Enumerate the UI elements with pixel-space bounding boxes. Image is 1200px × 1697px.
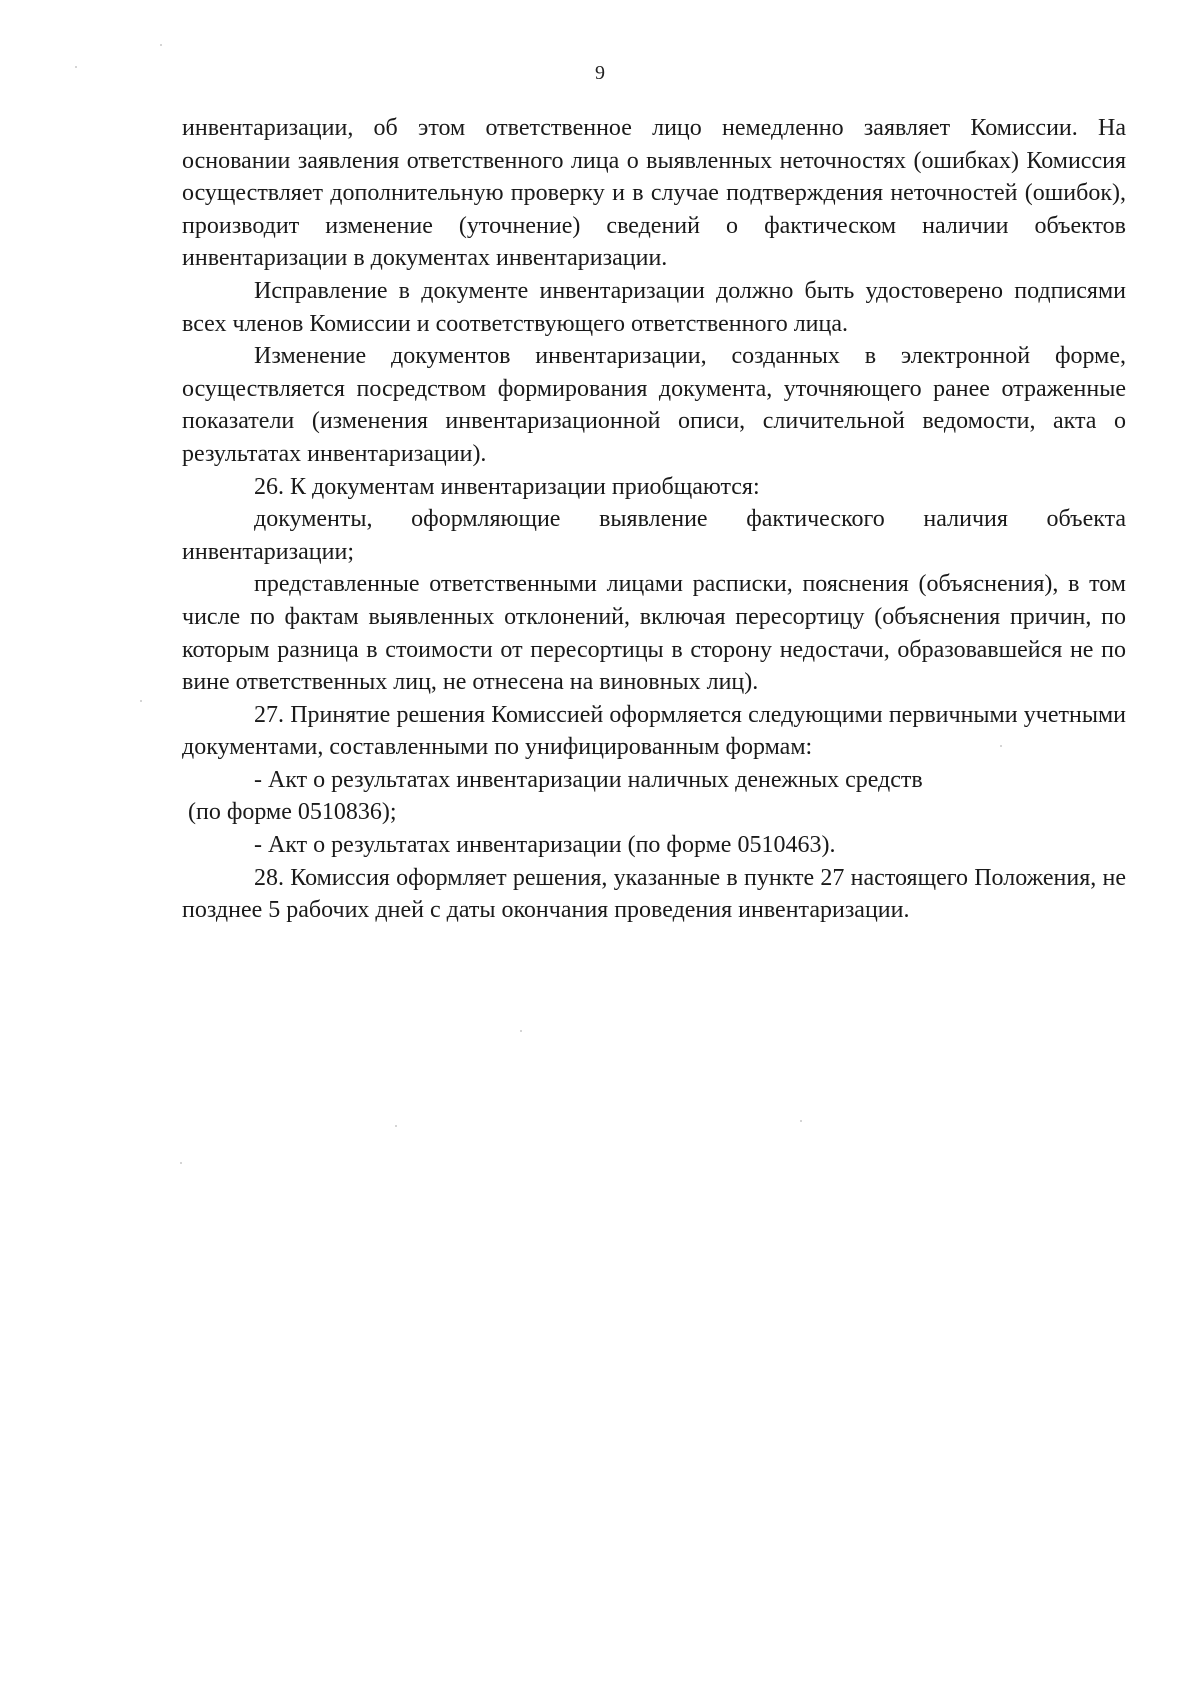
page-number: 9 — [595, 62, 605, 84]
scan-speck — [75, 66, 77, 68]
paragraph-item-26-documents: документы, оформляющие выявление фактического наличия объекта инвентаризации; — [182, 506, 1126, 565]
scan-speck — [160, 44, 162, 46]
paragraph-item-26-receipts: представленные ответственными лицами расписки, пояснения (объяснения), в том числе по фактам выявленных отклонений, включая пересортицу (объяснения причин, по которым разница в стоимости от пересортицы в сторону недостачи, образовавшейся не по вине ответственных лиц, не отнесена на виновных лиц). — [182, 571, 1126, 696]
list-item-act-results: - Акт о результатах инвентаризации (по форме 0510463). — [254, 832, 836, 859]
scan-speck — [140, 700, 142, 702]
document-body — [182, 112, 1126, 927]
paragraph-continuation: инвентаризации, об этом ответственное лицо немедленно заявляет Комиссии. На основании заявления ответственного лица о выявленных неточностях (ошибках) Комиссия осуществляет дополнительную проверку и в случае подтверждения неточностей (ошибок), производит изменение (уточнение) сведений о фактическом наличии объектов инвентаризации в документах инвентаризации. — [182, 115, 1126, 272]
paragraph-item-28: 28. Комиссия оформляет решения, указанные в пункте 27 настоящего Положения, не позднее 5 рабочих дней с даты окончания проведения инвентаризации. — [182, 864, 1126, 924]
paragraph-item-26: 26. К документам инвентаризации приобщаются: — [254, 473, 760, 500]
scan-speck — [1000, 745, 1002, 747]
scan-speck — [520, 1030, 522, 1032]
scan-speck — [180, 1162, 182, 1164]
scan-speck — [800, 1120, 802, 1122]
paragraph-item-27: 27. Принятие решения Комиссией оформляется следующими первичными учетными документами, составленными по унифицированным формам: — [182, 701, 1126, 761]
list-item-act-cash-form: (по форме 0510836); — [188, 799, 397, 826]
paragraph-electronic-documents: Изменение документов инвентаризации, созданных в электронной форме, осуществляется посредством формирования документа, уточняющего ранее отраженные показатели (изменения инвентаризационной описи, сличительной ведомости, акта о результатах инвентаризации). — [182, 343, 1126, 467]
list-item-act-cash: - Акт о результатах инвентаризации наличных денежных средств — [254, 766, 923, 793]
paragraph-correction-signatures: Исправление в документе инвентаризации должно быть удостоверено подписями всех членов Комиссии и соответствующего ответственного лица. — [182, 277, 1126, 337]
scan-speck — [395, 1125, 397, 1127]
